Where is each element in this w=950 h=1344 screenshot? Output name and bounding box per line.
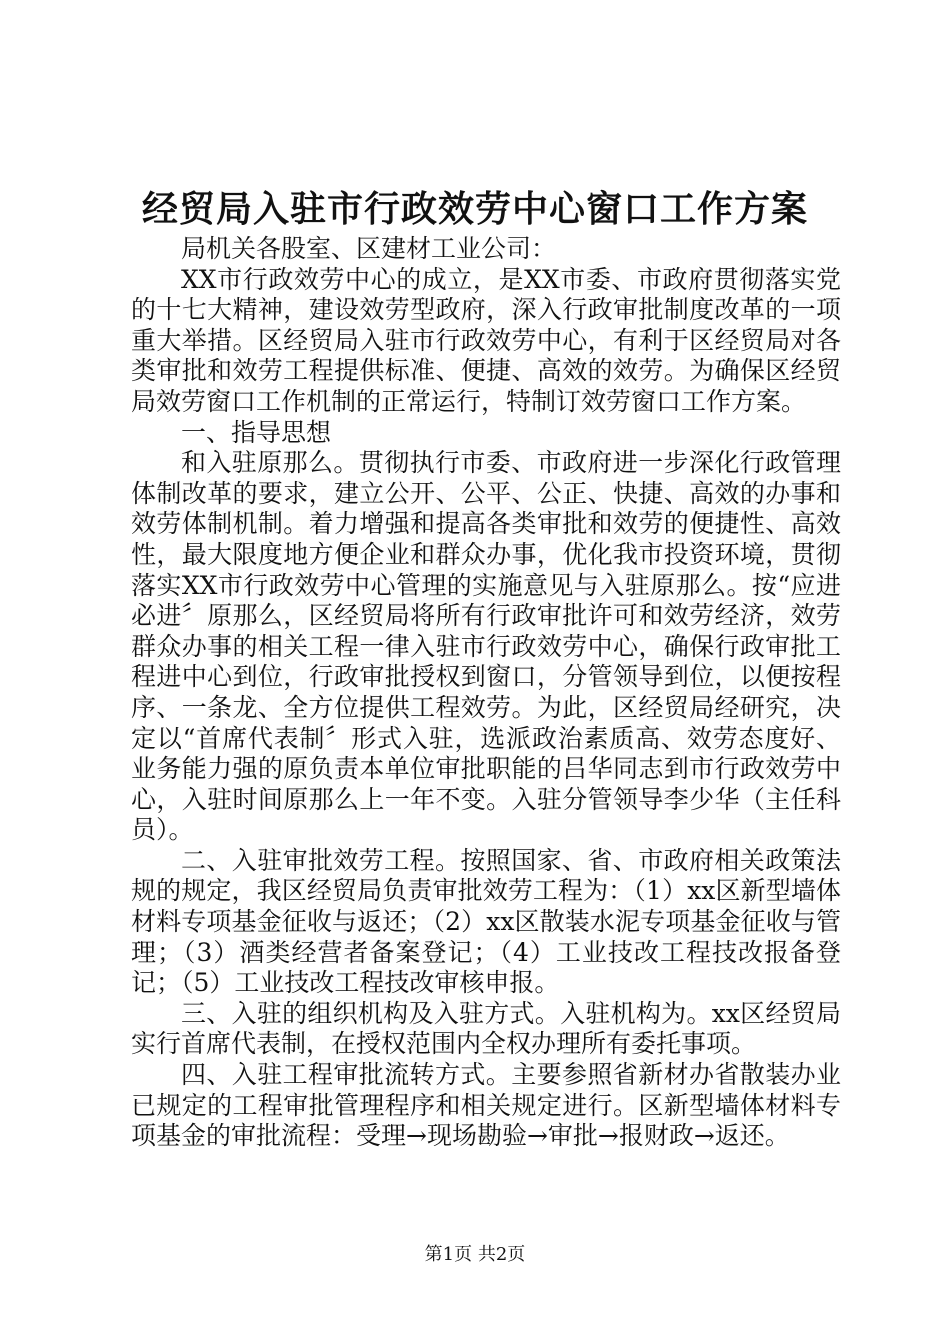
organization-paragraph: 三、入驻的组织机构及入驻方式。入驻机构为。xx区经贸局实行首席代表制，在授权范围内全权办理所有委托事项。 [131, 998, 841, 1059]
guiding-principles-paragraph: 和入驻原那么。贯彻执行市委、市政府进一步深化行政管理体制改革的要求，建立公开、公平、公正、快捷、高效的办事和效劳体制机制。着力增强和提高各类审批和效劳的便捷性、高效性，最大限度地方便企业和群众办事，优化我市投资环境，贯彻落实XX市行政效劳中心管理的实施意见与入驻原那么。按“应进必进〞原那么，区经贸局将所有行政审批许可和效劳经济，效劳群众办事的相关工程一律入驻市行政效劳中心，确保行政审批工程进中心到位，行政审批授权到窗口，分管领导到位，以便按程序、一条龙、全方位提供工程效劳。为此，区经贸局经研究，决定以“首席代表制〞形式入驻，选派政治素质高、效劳态度好、业务能力强的原负责本单位审批职能的吕华同志到市行政效劳中心，入驻时间原那么上一年不变。入驻分管领导李少华（主任科员）。 [131, 448, 841, 845]
approval-process-paragraph: 四、入驻工程审批流转方式。主要参照省新材办省散装办业已规定的工程审批管理程序和相关规定进行。区新型墙体材料专项基金的审批流程：受理→现场勘验→审批→报财政→返还。 [131, 1060, 841, 1151]
section-heading-guiding-thought: 一、指导思想 [181, 417, 332, 447]
intro-paragraph: XX市行政效劳中心的成立，是XX市委、市政府贯彻落实党的十七大精神，建设效劳型政府，深入行政审批制度改革的一项重大举措。区经贸局入驻市行政效劳中心，有利于区经贸局对各类审批和效劳工程提供标准、便捷、高效的效劳。为确保区经贸局效劳窗口工作机制的正常运行，特制订效劳窗口工作方案。 [131, 264, 841, 416]
approval-items-paragraph: 二、入驻审批效劳工程。按照国家、省、市政府相关政策法规的规定，我区经贸局负责审批效劳工程为：（1）xx区新型墙体材料专项基金征收与返还；（2）xx区散装水泥专项基金征收与管理；（3）酒类经营者备案登记；（4）工业技改工程技改报备登记；（5）工业技改工程技改审核申报。 [131, 845, 841, 998]
document-title: 经贸局入驻市行政效劳中心窗口工作方案 [141, 188, 808, 230]
salutation-paragraph: 局机关各股室、区建材工业公司： [181, 234, 557, 263]
page-number-footer: 第1页 共2页 [424, 1244, 526, 1265]
document-body [131, 234, 841, 1152]
